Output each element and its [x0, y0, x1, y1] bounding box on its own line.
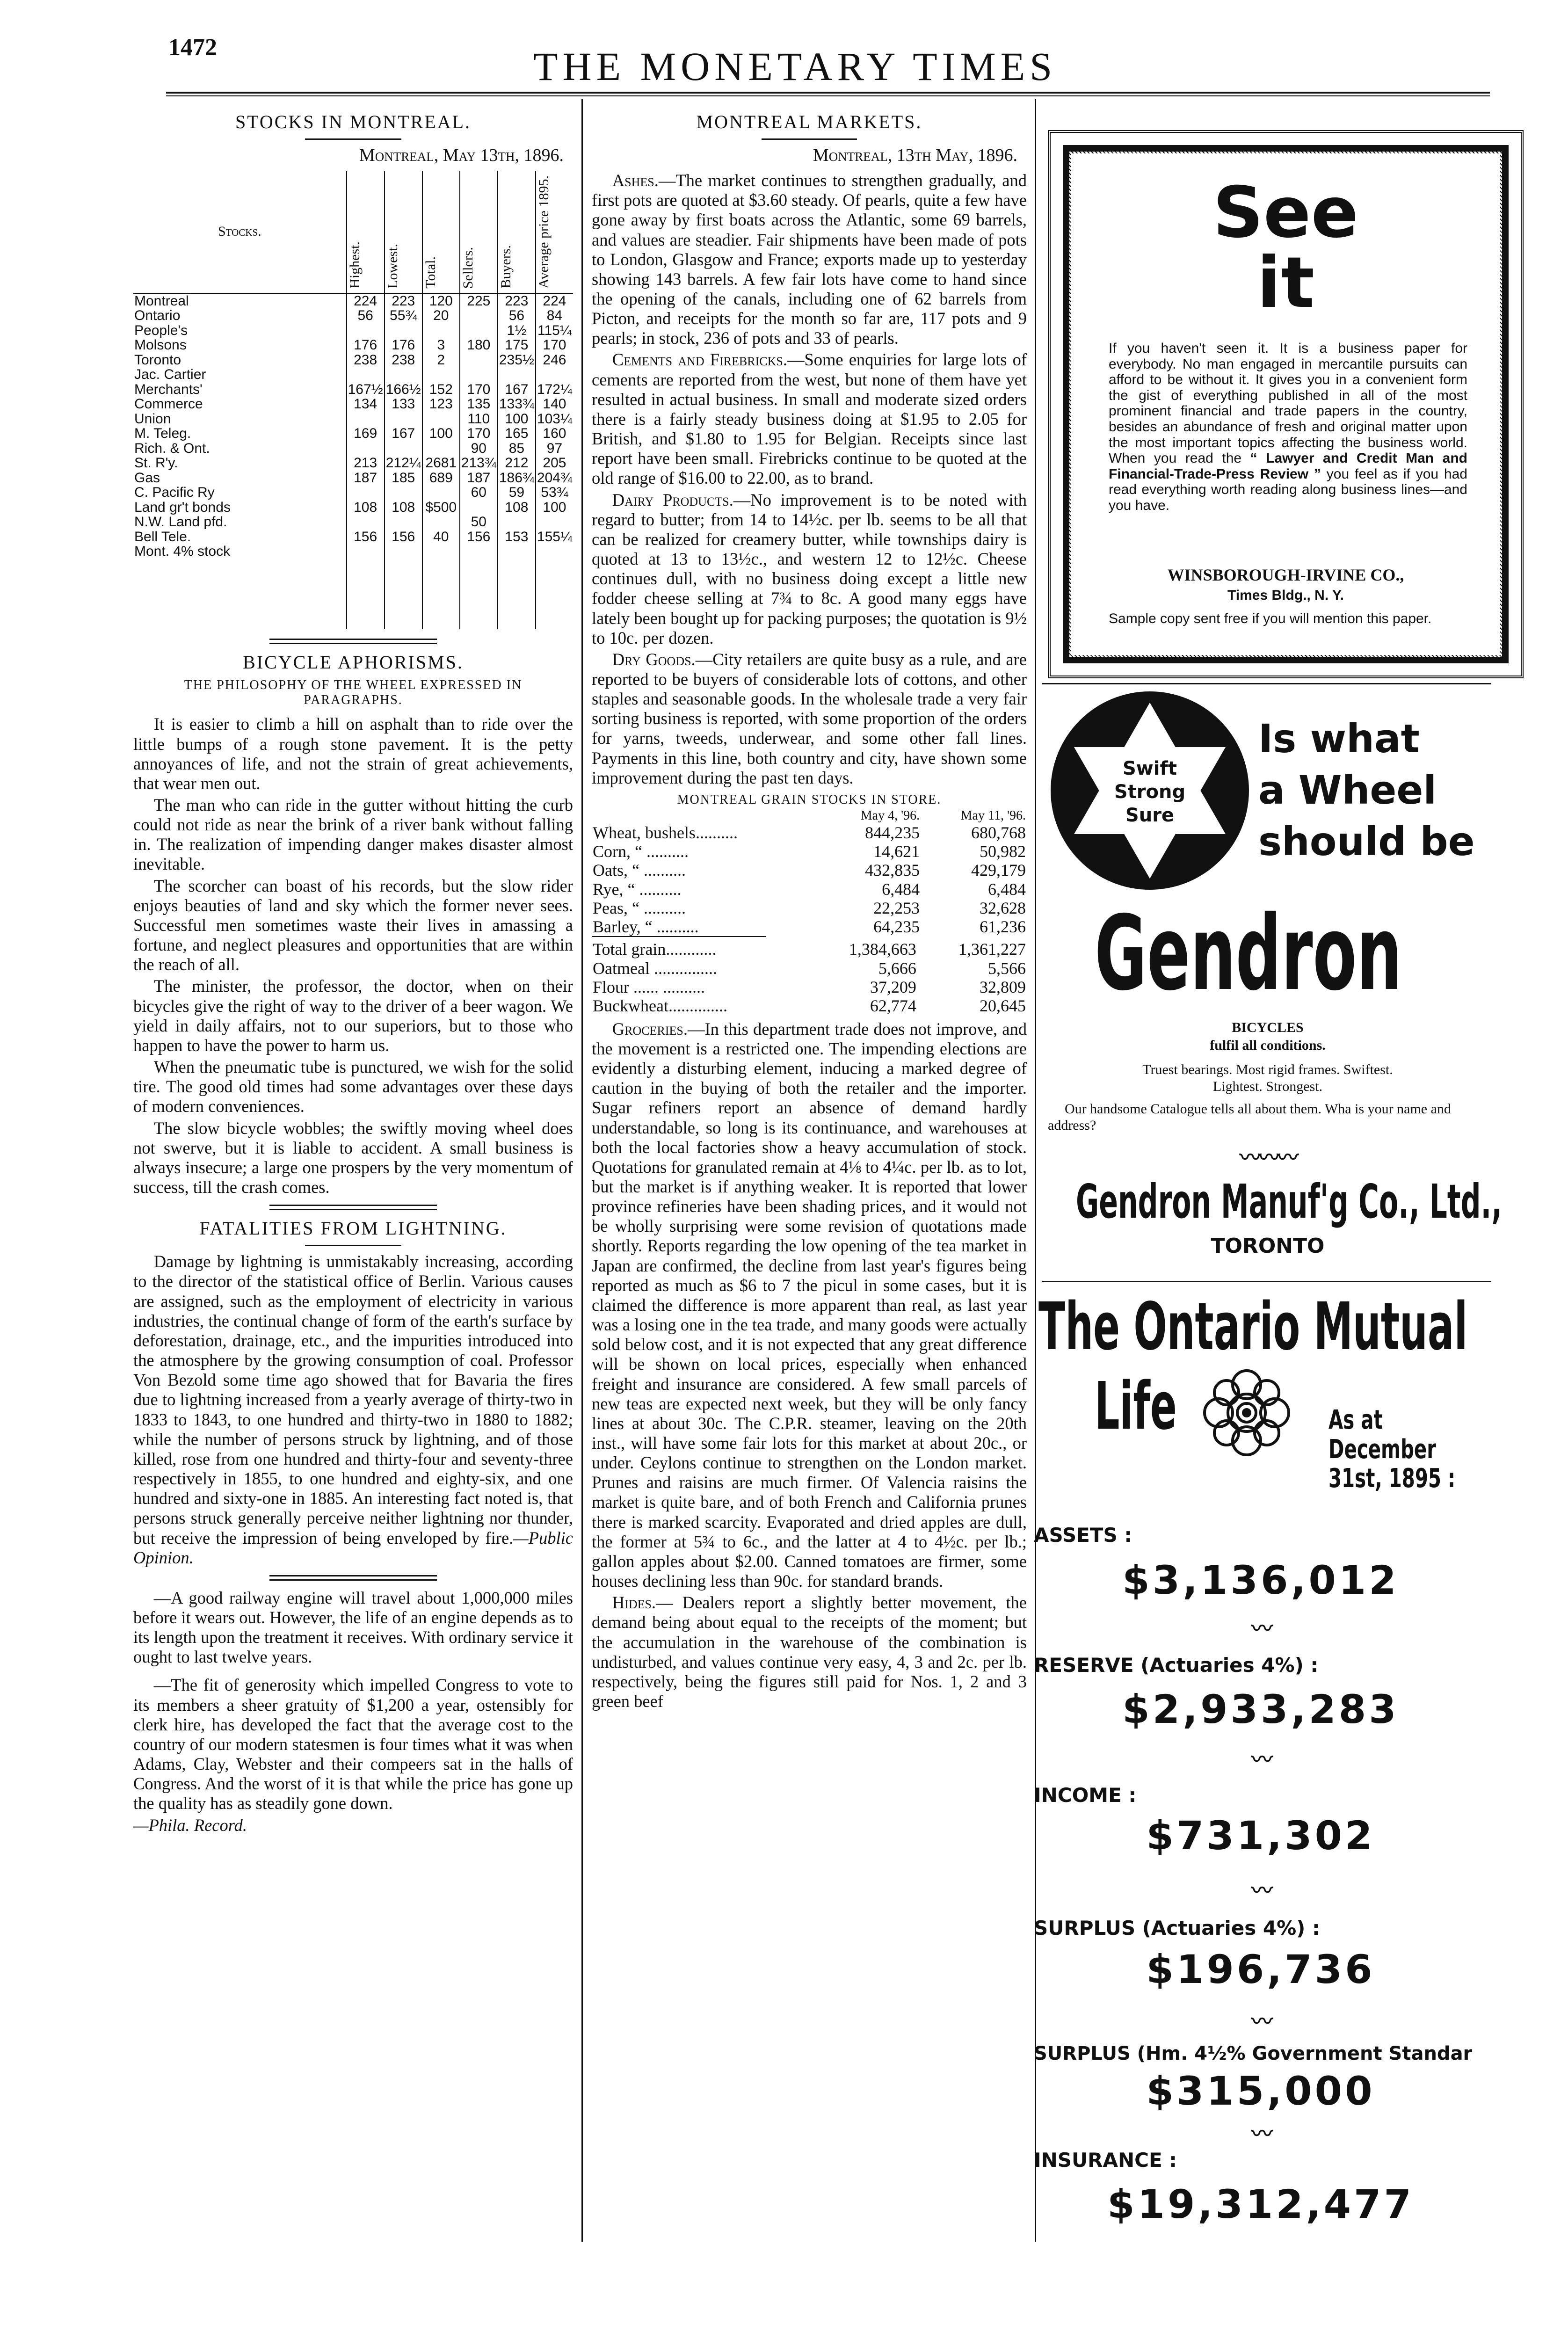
stock-value-cell — [347, 544, 385, 559]
stock-value-cell: 689 — [422, 471, 460, 486]
generosity-source: —Phila. Record. — [133, 1815, 247, 1835]
stock-value-cell: 56 — [347, 308, 385, 323]
stock-value-cell: 167 — [498, 382, 536, 397]
stock-name-cell: Union — [134, 411, 171, 427]
stock-value-cell — [347, 515, 385, 530]
stocks-dateline: Montreal, May 13th, 1896. — [359, 145, 564, 166]
stock-name-cell: Molsons — [134, 337, 187, 353]
stock-value-cell: 170 — [460, 382, 498, 397]
stock-value-cell: 115¼ — [536, 323, 573, 338]
table-row — [133, 485, 573, 500]
grain-value-cell: 5,666 — [878, 959, 916, 978]
bicycle-paragraph: The slow bicycle wobbles; the swiftly moving wheel does not swerve, but it is liable to accident. A small business is always insecure; a large one prospers by the very momentum of success, till the crash comes. — [133, 1118, 573, 1197]
bicycle-heading: BICYCLE APHORISMS. — [243, 651, 464, 673]
gendron-motto: fulfil all conditions. — [1210, 1038, 1326, 1053]
stock-value-cell: 185 — [385, 471, 422, 486]
stock-name-cell: Jac. Cartier — [134, 367, 206, 383]
grain-table — [592, 808, 1027, 936]
stock-name-cell: Merchants' — [134, 381, 203, 397]
stock-name-cell: Rich. & Ont. — [134, 440, 210, 456]
stock-value-cell — [422, 515, 460, 530]
gendron-company-wrap — [1076, 1174, 1568, 1229]
grain-label-cell: Corn, “ .......... — [593, 842, 689, 861]
stocks-table — [133, 171, 573, 629]
bicycle-subheading: THE PHILOSOPHY OF THE WHEEL EXPRESSED IN PARAGRAPHS. — [184, 677, 523, 708]
wavy-ornament-icon: 〰 — [1251, 1748, 1270, 1772]
stock-name-cell: Gas — [134, 470, 160, 486]
reserve-label: RESERVE (Actuaries 4%) : — [1034, 1654, 1319, 1677]
stock-value-cell: 156 — [385, 530, 422, 545]
ontario-asat: As at — [1328, 1405, 1383, 1435]
reserve-value: $2,933,283 — [1122, 1686, 1399, 1732]
stocks-heading: STOCKS IN MONTREAL. — [235, 111, 472, 132]
lightning-source: —Public Opinion. — [133, 1528, 573, 1567]
table-row — [133, 308, 573, 323]
separator — [305, 1245, 402, 1246]
separator — [269, 1205, 436, 1210]
stock-value-cell: 175 — [498, 338, 536, 353]
stock-value-cell: 133 — [385, 397, 422, 412]
separator — [269, 639, 436, 644]
stock-name-cell: Toronto — [134, 352, 181, 368]
stocks-table-body — [133, 293, 573, 629]
grain-label-cell: Peas, “ .......... — [593, 898, 686, 917]
wavy-ornament-icon: 〰〰〰 — [1240, 1146, 1296, 1170]
groceries-paragraph: Groceries.—In this department trade does not improve, and the movement is a restricted one. The impending elections are evidently a disturbing element, inducing a marked degree of caution in the buying of both the retailer and the importer. Sugar refiners report an absence of demand hardly understandable, so long is its continuance, and warehouses at both the local factories show a heavy accumulation of stock. Quotations for granulated remain at 4⅛ to 4¼c. per lb. as to lot, but the market is if anything weaker. It is reported that lower province refineries have been shading prices, and it would not be wholly surprising were some revision of quotations made shortly. Reports regarding the low opening of the tea market in Japan are confirmed, the decline from last year's figures being reported as much as $6 to 7 the picul in some cases, but it is claimed the difference is more apparent than real, as last year was a losing one in the tea trade, and many goods were actually sold below cost, and it is not expected that any great difference will be shown on local prices, especially when enhanced freight and insurance are considered. A few small parcels of new teas are expected next week, but they will be only fancy lines at about 30c. The C.P.R. steamer, leaving on the 20th inst., will have some fair lots for this market at about 20c., or under. Ceylons continue to strengthen on the London market. Prunes and raisins are much firmer. Of Valencia raisins the market is quite bare, and of both French and California prunes there is marked scarcity. Evaporated and dried apples are dull, the former at 5¾ to 6c., and the latter at 4 to 4½c. per lb.; gallon apples about $2.00. Canned tomatoes are firmer, some houses declining less than 90c. for standard brands. — [592, 1019, 1027, 1591]
stock-value-cell: 224 — [347, 293, 385, 309]
stock-name-cell: C. Pacific Ry — [134, 485, 215, 501]
wavy-ornament-icon: 〰 — [1251, 1879, 1270, 1903]
insurance-label: INSURANCE : — [1034, 2149, 1177, 2172]
drygoods-paragraph: Dry Goods.—City retailers are quite busy as a rule, and are reported to be buyers of considerable lots of cottons, and other staples and seasonable goods. In the wholesale trade a very fair sorting business is reported, with some proportion of the orders for yarns, tweeds, underwear, and some other fall lines. Payments in this line, both country and city, have shown some improvement during the past ten days. — [592, 649, 1027, 787]
grain-value-cell: 1,361,227 — [958, 940, 1026, 959]
grain-row — [592, 899, 1027, 917]
stock-value-cell: 140 — [536, 397, 573, 412]
stock-value-cell: 213¾ — [460, 456, 498, 471]
stock-value-cell — [385, 441, 422, 456]
income-value: $731,302 — [1146, 1813, 1375, 1859]
stock-value-cell: 100 — [536, 500, 573, 515]
stock-value-cell: 238 — [385, 353, 422, 368]
grain-value-cell: 5,566 — [988, 959, 1026, 978]
ontario-asat: 31st, 1895 : — [1328, 1463, 1456, 1494]
separator — [762, 138, 857, 140]
grain-row — [592, 917, 1027, 936]
stock-value-cell — [460, 353, 498, 368]
stock-value-cell: 55¾ — [385, 308, 422, 323]
grain-label-cell: Oatmeal ............... — [593, 959, 717, 978]
stock-value-cell — [460, 367, 498, 382]
ontario-asat-wrap — [1328, 1406, 1505, 1494]
stock-value-cell — [385, 323, 422, 338]
stock-name-cell: M. Teleg. — [134, 426, 191, 442]
stock-value-cell: 85 — [498, 441, 536, 456]
stock-value-cell: 2681 — [422, 456, 460, 471]
table-row — [133, 353, 573, 368]
stock-value-cell: $500 — [422, 500, 460, 515]
stock-value-cell: 100 — [422, 426, 460, 441]
column-middle — [592, 108, 1027, 1713]
stock-value-cell: 224 — [536, 293, 573, 309]
stock-value-cell: 235½ — [498, 353, 536, 368]
wavy-ornament-icon: 〰 — [1251, 2122, 1270, 2146]
stock-value-cell: 97 — [536, 441, 573, 456]
masthead-title: THE MONETARY TIMES — [533, 44, 1057, 89]
stock-value-cell: 187 — [347, 471, 385, 486]
table-row — [133, 530, 573, 545]
stock-value-cell: 110 — [460, 412, 498, 427]
gendron-features: Truest bearings. Most rigid frames. Swiftest. — [1142, 1062, 1393, 1077]
table-row — [133, 293, 573, 309]
bicycle-paragraph: The man who can ride in the gutter without hitting the curb could not ride as near the brink of a river bank without falling in. The realization of impending danger makes disaster almost inevitable. — [133, 795, 573, 874]
gendron-brand: Gendron — [1095, 893, 1402, 1013]
stock-value-cell: 156 — [347, 530, 385, 545]
wavy-ornament-icon: 〰 — [1251, 2010, 1270, 2034]
stock-value-cell — [536, 367, 573, 382]
grain-value-cell: 14,621 — [873, 842, 920, 861]
grain-label-cell: Rye, “ .......... — [593, 879, 682, 899]
grain-value-cell: 62,774 — [870, 996, 916, 1016]
ontario-title: The Ontario Mutual — [1038, 1289, 1468, 1365]
stock-value-cell — [347, 441, 385, 456]
stock-name-cell: Land gr't bonds — [134, 499, 231, 515]
stocks-col-header: Highest. — [347, 171, 385, 293]
stock-name-cell: St. R'y. — [134, 455, 178, 471]
stock-value-cell: 213 — [347, 456, 385, 471]
stock-value-cell: 135 — [460, 397, 498, 412]
grain-value-cell: 844,235 — [865, 823, 920, 842]
grain-label-cell: Oats, “ .......... — [593, 861, 686, 880]
grain-row — [592, 842, 1027, 861]
stock-value-cell: 60 — [460, 485, 498, 500]
table-row — [133, 515, 573, 530]
generosity-paragraph: —The fit of generosity which impelled Congress to vote to its members a sheer gratuity of $1,200 a year, ostensibly for clerk hire, has developed the fact that the average cost to the country of our modern statesmen is four times what it was when Adams, Clay, Webster and their compeers sat in the halls of Congress. And the worst of it is that while the price has gone up the quality has as steadily gone down. — [133, 1675, 573, 1813]
stock-value-cell: 108 — [347, 500, 385, 515]
stock-value-cell: 165 — [498, 426, 536, 441]
stock-value-cell: 103¼ — [536, 412, 573, 427]
stock-value-cell: 123 — [422, 397, 460, 412]
stock-value-cell: 170 — [536, 338, 573, 353]
grain-value-cell: 680,768 — [971, 823, 1026, 842]
insurance-value: $19,312,477 — [1107, 2181, 1414, 2227]
ad-see-title: See — [1212, 172, 1359, 254]
cements-paragraph: Cements and Firebricks.—Some enquiries for large lots of cements are reported from the west, but none of them have yet resulted in actual business. In small and moderate sized orders there is a fairly steady business doing at $1.95 to 2.05 for British, and $1.80 to 1.95 for Belgian. Receipts since last report have been small. Firebricks continue to be quoted at the old range of $16.00 to 22.00, as to brand. — [592, 350, 1027, 488]
stock-value-cell — [347, 485, 385, 500]
stock-value-cell: 20 — [422, 308, 460, 323]
stocks-col-header: Lowest. — [385, 171, 422, 293]
grain-label-cell: Wheat, bushels.......... — [593, 823, 738, 842]
grain-value-cell: 6,484 — [882, 879, 920, 899]
stock-value-cell: 225 — [460, 293, 498, 309]
stock-value-cell: 212¼ — [385, 456, 422, 471]
stock-value-cell — [498, 544, 536, 559]
grain-label-cell: Flour ...... .......... — [593, 978, 705, 997]
masthead-rule — [166, 92, 1490, 94]
stock-name-cell: People's — [134, 322, 188, 338]
gendron-tagline: should be — [1258, 819, 1475, 864]
table-row — [133, 382, 573, 397]
stock-value-cell: 84 — [536, 308, 573, 323]
stock-value-cell — [385, 544, 422, 559]
stock-value-cell — [347, 367, 385, 382]
stock-value-cell — [385, 485, 422, 500]
grain-label-cell: Total grain............ — [593, 940, 717, 959]
ad-divider — [1042, 1281, 1491, 1282]
stocks-col-header: Stocks. — [218, 223, 261, 239]
stock-value-cell: 1½ — [498, 323, 536, 338]
stock-value-cell — [347, 323, 385, 338]
grain-row — [592, 959, 1027, 978]
stock-value-cell: 90 — [460, 441, 498, 456]
grain-row — [592, 996, 1027, 1015]
stock-value-cell: 100 — [498, 412, 536, 427]
stock-value-cell: 108 — [498, 500, 536, 515]
page-number: 1472 — [168, 34, 217, 61]
grain-value-cell: 61,236 — [980, 917, 1026, 937]
stocks-col-header: Total. — [422, 171, 460, 293]
table-row — [133, 441, 573, 456]
surplus-value: $196,736 — [1146, 1947, 1375, 1992]
stock-value-cell: 246 — [536, 353, 573, 368]
hides-paragraph: Hides.— Dealers report a slightly better movement, the demand being about equal to the receipts of the moment; but the accumulation in the warehouse of the combination is undisturbed, and values continue very easy, 4, 3 and 2c. per lb. respectively, being the figures still paid for Nos. 1, 2 and 3 green beef — [592, 1593, 1027, 1711]
stock-value-cell — [536, 544, 573, 559]
grain-label-cell: Barley, “ .......... — [593, 917, 699, 937]
assets-label: ASSETS : — [1034, 1524, 1132, 1547]
ad-divider — [1042, 683, 1491, 684]
gendron-features: Lightest. Strongest. — [1212, 1079, 1323, 1094]
stock-name-cell: Mont. 4% stock — [134, 544, 231, 559]
grain-value-cell: 37,209 — [870, 978, 916, 997]
ad-see-address: Times Bldg., N. Y. — [1227, 588, 1344, 603]
gendron-brand-wrap — [1095, 893, 1568, 1013]
stock-value-cell: 169 — [347, 426, 385, 441]
stock-value-cell: 134 — [347, 397, 385, 412]
stock-value-cell — [385, 515, 422, 530]
grain-value-cell: 32,628 — [980, 898, 1026, 917]
grain-totals-table — [592, 940, 1027, 1015]
stock-value-cell — [460, 308, 498, 323]
masthead-rule-thin — [166, 95, 1490, 96]
table-row — [133, 367, 573, 382]
lightning-paragraph: Damage by lightning is unmistakably increasing, according to the director of the statistical office of Berlin. Various causes are assigned, such as the employment of electricity in various industries, the continual change of form of the earth's surface by deforestation, drainage, etc., and the impurities introduced into the atmosphere by the growing consumption of coal. Professor Von Bezold some time ago showed that for Bavaria the fires due to lightning increased from a yearly average of thirty-two in 1833 to 1843, to one hundred and thirty-two in 1880 to 1882; while the number of persons struck by lightning, and of those killed, rose from one hundred and thirty-four and seventy-three respectively in 1855, to one hundred and eighty-six, and one hundred and sixty-one in 1885. An interesting fact noted is, that persons struck generally perceive neither lightning nor thunder, but receive the impression of being enveloped by fire.—Public Opinion. — [133, 1252, 573, 1567]
grain-row — [592, 861, 1027, 879]
dairy-paragraph: Dairy Products.—No improvement is to be noted with regard to butter; from 14 to 14½c. per lb. seems to be all that can be realized for creamery butter, while townships dairy is quoted at 13 to 13½c., and western 12 to 12½c. Cheese continues dull, with no business doing except a little new fodder cheese selling at 7¾ to 8c. A good many eggs have lately been bought up for packing purposes; the quotation is 9½ to 10c. per dozen. — [592, 490, 1027, 647]
stock-value-cell: 2 — [422, 353, 460, 368]
stock-value-cell: 152 — [422, 382, 460, 397]
grain-value-cell: 1,384,663 — [849, 940, 916, 959]
ad-see-title: it — [1256, 242, 1315, 324]
stock-name-cell: Commerce — [134, 396, 203, 412]
ad-see-it — [1048, 130, 1524, 678]
stock-value-cell — [385, 367, 422, 382]
income-label: INCOME : — [1034, 1784, 1137, 1807]
table-row — [133, 412, 573, 427]
table-row — [133, 426, 573, 441]
wavy-ornament-icon: 〰 — [1251, 1617, 1270, 1641]
star-text: Strong — [1114, 781, 1186, 803]
stock-value-cell — [422, 412, 460, 427]
grain-value-cell: 429,179 — [971, 861, 1026, 880]
surplus-gov-value: $315,000 — [1146, 2068, 1375, 2114]
ad-ontario-mutual — [1029, 1284, 1492, 2266]
table-row — [133, 471, 573, 486]
stock-value-cell: 170 — [460, 426, 498, 441]
grain-value-cell: 20,645 — [980, 996, 1026, 1016]
ontario-asat: December — [1328, 1434, 1437, 1465]
stock-value-cell: 187 — [460, 471, 498, 486]
star-text: Swift — [1123, 758, 1177, 779]
stock-value-cell: 176 — [347, 338, 385, 353]
stock-value-cell — [385, 412, 422, 427]
stock-value-cell — [498, 515, 536, 530]
rose-emblem-icon — [1198, 1364, 1296, 1462]
grain-rule — [592, 936, 766, 937]
stocks-col-header: Buyers. — [498, 171, 536, 293]
stock-value-cell: 205 — [536, 456, 573, 471]
grain-value-cell: 22,253 — [873, 898, 920, 917]
grain-row — [592, 940, 1027, 959]
ad-panel — [1071, 153, 1500, 655]
stock-value-cell — [422, 544, 460, 559]
grain-row — [592, 978, 1027, 996]
stock-value-cell: 167½ — [347, 382, 385, 397]
stock-value-cell: 53¾ — [536, 485, 573, 500]
stock-value-cell — [460, 323, 498, 338]
grain-header-row — [592, 808, 1027, 823]
stocks-col-header: Average price 1895. — [536, 171, 573, 293]
stock-value-cell: 212 — [498, 456, 536, 471]
markets-heading: MONTREAL MARKETS. — [696, 111, 922, 132]
table-row — [133, 544, 573, 559]
stock-value-cell: 167 — [385, 426, 422, 441]
bicycle-paragraph: The minister, the professor, the doctor, when on their bicycles give the right of way to the driver of a beer wagon. We yield in daily affairs, not to our superiors, but to those who happen to have the power to harm us. — [133, 976, 573, 1055]
table-filler-row — [133, 559, 573, 629]
stock-value-cell — [536, 515, 573, 530]
surplus-label: SURPLUS (Actuaries 4%) : — [1034, 1917, 1320, 1939]
surplus-gov-label: SURPLUS (Hm. 4½% Government Standar — [1034, 2043, 1473, 2064]
stock-value-cell — [347, 412, 385, 427]
stock-value-cell — [460, 544, 498, 559]
stock-value-cell: 155¼ — [536, 530, 573, 545]
column-divider-1 — [581, 99, 583, 2242]
assets-value: $3,136,012 — [1122, 1557, 1399, 1603]
stock-value-cell — [422, 367, 460, 382]
bicycle-paragraph: When the pneumatic tube is punctured, we wish for the solid tire. The good old times had some advantages over these days of modern conveniences. — [133, 1057, 573, 1116]
bicycle-paragraph: It is easier to climb a hill on asphalt than to ride over the little bumps of a rough stone pavement. It is the petty annoyances of life, and not the strain of great achievements, that wear men out. — [133, 714, 573, 793]
stock-value-cell — [422, 441, 460, 456]
ashes-paragraph: Ashes.—The market continues to strengthen gradually, and first pots are quoted at $3.60 steady. Of pearls, quite a few have gone away by first boats across the Atlantic, some 69 barrels, and values are steadier. Fair shipments have been made of pots to London, Glasgow and France; exports made up to yesterday showing 143 barrels. A few fair lots have come to hand since the opening of the canals, including one of 62 barrels from Picton, and receipts for the month so far are, 117 pots and 9 pearls; in stock, 236 of pots and 33 of pearls. — [592, 171, 1027, 348]
stock-name-cell: Montreal — [133, 293, 347, 309]
grain-value-cell: 432,835 — [865, 861, 920, 880]
stock-value-cell: 176 — [385, 338, 422, 353]
table-row — [133, 338, 573, 353]
grain-row — [592, 823, 1027, 842]
gendron-catalogue: Our handsome Catalogue tells all about them. Wha is your name and address? — [1048, 1101, 1451, 1133]
stock-value-cell: 120 — [422, 293, 460, 309]
ad-see-sample: Sample copy sent free if you will mention this paper. — [1109, 611, 1432, 626]
grain-label-cell: Buckwheat.............. — [593, 996, 727, 1016]
ontario-title-wrap — [1038, 1289, 1568, 1365]
stock-value-cell — [498, 367, 536, 382]
stocks-header-row — [133, 171, 573, 293]
star-text: Sure — [1125, 805, 1175, 826]
gendron-tagline: Is what — [1258, 716, 1420, 762]
stock-name-cell: Bell Tele. — [134, 529, 191, 545]
stock-value-cell: 180 — [460, 338, 498, 353]
stock-value-cell: 166½ — [385, 382, 422, 397]
grain-col-header: May 4, '96. — [860, 808, 920, 823]
ad-see-body: If you haven't seen it. It is a business paper for everybody. No man engaged in mercantile pursuits can afford to be without it. It gives you in a convenient form the gist of everything published in all of the most prominent financial and trade papers in the country, besides an abundance of fresh and original matter upon the most important topics affecting the business world. When you read the “ Lawyer and Credit Man and Financial-Trade-Press Review ” you feel as if you had read everything worth reading along business lines—and you have. — [1109, 341, 1467, 513]
stock-value-cell — [422, 323, 460, 338]
stock-value-cell: 186¾ — [498, 471, 536, 486]
gendron-company: Gendron Manuf'g Co., Ltd., — [1076, 1174, 1503, 1229]
grain-col-header: May 11, '96. — [960, 808, 1026, 823]
stock-value-cell: 40 — [422, 530, 460, 545]
lightning-heading: FATALITIES FROM LIGHTNING. — [199, 1218, 507, 1239]
stock-value-cell: 153 — [498, 530, 536, 545]
stock-value-cell: 223 — [498, 293, 536, 309]
grain-value-cell: 64,235 — [873, 917, 920, 937]
stock-value-cell: 108 — [385, 500, 422, 515]
grain-value-cell: 6,484 — [988, 879, 1026, 899]
stock-value-cell: 238 — [347, 353, 385, 368]
bicycle-paragraph: The scorcher can boast of his records, but the slow rider enjoys beauties of land and sky which the former never sees. Successful men sometimes waste their lives in amassing a fortune, and neglect pleasures and opportunities that are within the reach of all. — [133, 876, 573, 974]
separator — [305, 138, 402, 140]
stock-value-cell: 204¾ — [536, 471, 573, 486]
markets-dateline: Montreal, 13th May, 1896. — [813, 145, 1017, 166]
grain-value-cell: 32,809 — [980, 978, 1026, 997]
grain-value-cell: 50,982 — [980, 842, 1026, 861]
stock-value-cell: 50 — [460, 515, 498, 530]
stock-value-cell: 172¼ — [536, 382, 573, 397]
gendron-city: TORONTO — [1211, 1234, 1325, 1258]
table-row — [133, 323, 573, 338]
ad-gendron — [1043, 688, 1503, 1272]
stock-name-cell: N.W. Land pfd. — [134, 514, 227, 530]
grain-row — [592, 880, 1027, 899]
stocks-col-header: Sellers. — [460, 171, 498, 293]
table-row — [133, 397, 573, 412]
gendron-product: BICYCLES — [1232, 1020, 1304, 1035]
railway-paragraph: —A good railway engine will travel about 1,000,000 miles before it wears out. However, the life of an engine depends as to its length upon the treatment it receives. With ordinary service it ought to last twelve years. — [133, 1588, 573, 1667]
stock-value-cell: 133¾ — [498, 397, 536, 412]
stock-value-cell: 223 — [385, 293, 422, 309]
stock-name-cell: Ontario — [134, 308, 181, 324]
stock-value-cell: 59 — [498, 485, 536, 500]
stock-value-cell: 156 — [460, 530, 498, 545]
ad-see-company: WINSBOROUGH-IRVINE CO., — [1167, 566, 1404, 584]
stock-value-cell — [422, 485, 460, 500]
stock-value-cell — [460, 500, 498, 515]
gendron-tagline: a Wheel — [1258, 767, 1437, 813]
separator — [269, 1575, 436, 1581]
column-left — [133, 108, 573, 1837]
stock-value-cell: 56 — [498, 308, 536, 323]
table-row — [133, 500, 573, 515]
table-row — [133, 456, 573, 471]
stock-value-cell: 3 — [422, 338, 460, 353]
stock-value-cell: 160 — [536, 426, 573, 441]
ontario-life: Life — [1095, 1368, 1177, 1445]
grain-heading: MONTREAL GRAIN STOCKS IN STORE. — [677, 792, 942, 807]
